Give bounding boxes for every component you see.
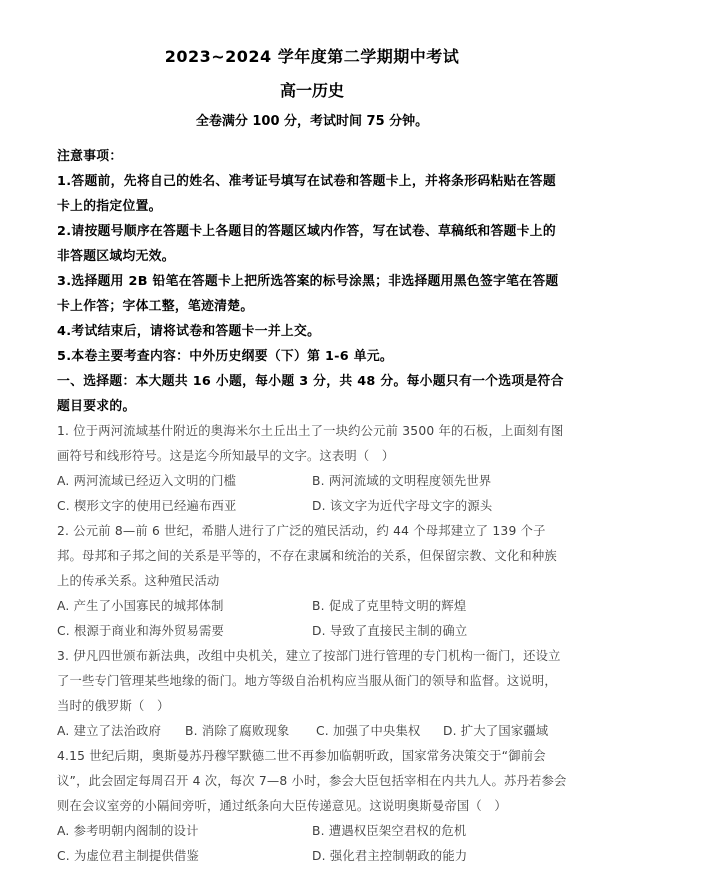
notice-item-5: 5.本卷主要考查内容：中外历史纲要（下）第 1-6 单元。 xyxy=(57,349,394,364)
question-2-option-c: C. 根源于商业和海外贸易需要 xyxy=(57,624,224,638)
notice-item-3: 3.选择题用 2B 铅笔在答题卡上把所选答案的标号涂黑；非选择题用黑色签字笔在答题卡上作答；字体工整，笔迹清楚。 xyxy=(57,274,559,314)
exam-title: 2023~2024 学年度第二学期期中考试 xyxy=(164,47,460,66)
question-4-option-a: A. 参考明朝内阁制的设计 xyxy=(57,824,199,838)
question-1-option-a: A. 两河流域已经迈入文明的门槛 xyxy=(57,474,237,488)
question-3-stem: 3. 伊凡四世颁布新法典，改组中央机关，建立了按部门进行管理的专门机构一衙门，还设立了一些专门管理某些地缘的衙门。地方等级自治机构应当服从衙门的领导和监督。这说明，当时的俄罗斯（ ） xyxy=(57,649,561,713)
notice-item-4: 4.考试结束后，请将试卷和答题卡一并上交。 xyxy=(57,324,321,339)
question-3-option-c: C. 加强了中央集权 xyxy=(316,724,421,738)
question-4-options xyxy=(57,819,567,869)
question-2-stem: 2. 公元前 8—前 6 世纪，希腊人进行了广泛的殖民活动，约 44 个母邦建立了 139 个子邦。母邦和子邦之间的关系是平等的，不存在隶属和统治的关系，但保留宗教、文化和种族上的传承关系。这种殖民活动 xyxy=(57,524,557,588)
question-3-option-a: A. 建立了法治政府 xyxy=(57,724,162,738)
question-2-option-d: D. 导致了直接民主制的确立 xyxy=(312,624,468,638)
question-4-option-b: B. 遭遇权臣架空君权的危机 xyxy=(312,824,467,838)
notice-heading: 注意事项： xyxy=(57,149,123,164)
question-3 xyxy=(57,644,567,744)
notice-item-2: 2.请按题号顺序在答题卡上各题目的答题区域内作答，写在试卷、草稿纸和答题卡上的非答题区域均无效。 xyxy=(57,224,556,264)
question-2 xyxy=(57,519,567,644)
question-2-option-b: B. 促成了克里特文明的辉煌 xyxy=(312,599,467,613)
exam-score-time-info: 全卷满分 100 分，考试时间 75 分钟。 xyxy=(195,114,429,129)
question-3-option-d: D. 扩大了国家疆域 xyxy=(443,724,549,738)
question-4-option-c: C. 为虚位君主制提供借鉴 xyxy=(57,849,199,863)
exam-subject-title: 高一历史 xyxy=(279,81,344,100)
question-2-options xyxy=(57,594,567,644)
notice-item-1: 1.答题前，先将自己的姓名、准考证号填写在试卷和答题卡上，并将条形码粘贴在答题卡上的指定位置。 xyxy=(57,174,556,214)
question-1-option-d: D. 该文字为近代字母文字的源头 xyxy=(312,499,493,513)
question-4-option-d: D. 强化君主控制朝政的能力 xyxy=(312,849,468,863)
question-3-option-b: B. 消除了腐败现象 xyxy=(185,724,290,738)
question-2-option-a: A. 产生了小国寡民的城邦体制 xyxy=(57,599,224,613)
question-4-stem: 4.15 世纪后期，奥斯曼苏丹穆罕默德二世不再参加临朝听政，国家常务决策交于“御前会议”，此会固定每周召开 4 次，每次 7—8 小时，参会大臣包括宰相在内共九人。苏丹若参会则在会议室旁的小隔间旁听，通过纸条向大臣传递意见。这说明奥斯曼帝国（ ） xyxy=(57,749,567,813)
question-1 xyxy=(57,419,567,519)
question-1-stem: 1. 位于两河流域基什附近的奥海米尔土丘出土了一块约公元前 3500 年的石板，上面刻有图画符号和线形符号。这是迄今所知最早的文字。这表明（ ） xyxy=(57,424,564,463)
question-3-options xyxy=(57,719,567,744)
question-1-option-b: B. 两河流域的文明程度领先世界 xyxy=(312,474,492,488)
question-4 xyxy=(57,744,567,869)
question-1-options xyxy=(57,469,567,519)
question-1-option-c: C. 楔形文字的使用已经遍布西亚 xyxy=(57,499,237,513)
section-heading-choice-questions: 一、选择题：本大题共 16 小题，每小题 3 分，共 48 分。每小题只有一个选项是符合题目要求的。 xyxy=(57,374,564,414)
